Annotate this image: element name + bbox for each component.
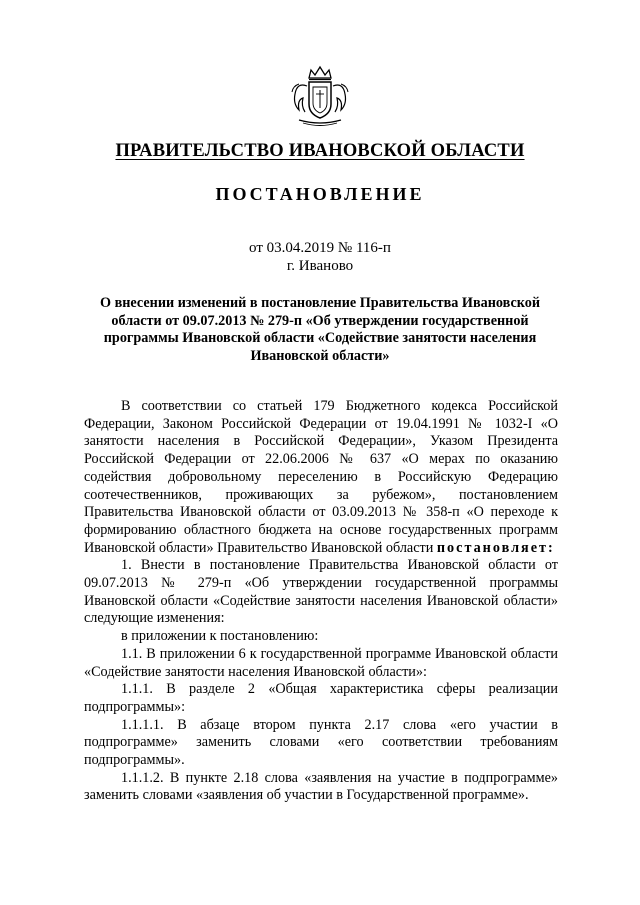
paragraph-5: 1.1.1.1. В абзаце втором пункта 2.17 слова «его участии в подпрограмме» заменить словами «его соответствии требованиям подпрограммы». [84, 716, 558, 769]
document-date-number: от 03.04.2019 № 116-п [249, 240, 391, 256]
document-body [84, 398, 558, 805]
document-type: ПОСТАНОВЛЕНИЕ [215, 184, 425, 204]
document-title: О внесении изменений в постановление Правительства Ивановской области от 09.07.2013 № 279-п «Об утверждении государственной программы Ивановской области «Содействие занятости населения Ивановской области» [100, 295, 540, 364]
paragraph-preamble [84, 398, 558, 557]
paragraph-4: 1.1.1. В разделе 2 «Общая характеристика сферы реализации подпрограммы»: [84, 681, 558, 715]
organization-name: ПРАВИТЕЛЬСТВО ИВАНОВСКОЙ ОБЛАСТИ [115, 141, 525, 161]
paragraph-6: 1.1.1.2. В пункте 2.18 слова «заявления на участие в подпрограмме» заменить словами «заявления об участии в Государственной программе». [84, 769, 558, 804]
document-city: г. Иваново [286, 258, 354, 274]
paragraph-3: 1.1. В приложении 6 к государственной программе Ивановской области «Содействие занятости населения Ивановской области»: [84, 645, 558, 680]
decree-word: постановляет: [436, 539, 555, 556]
coat-of-arms-icon [289, 64, 351, 128]
paragraph-2: в приложении к постановлению: [121, 628, 319, 645]
preamble-text: В соответствии со статьей 179 Бюджетного кодекса Российской Федерации, Законом Российской Федерации от 19.04.1991 № 1032-I «О занятости населения в Российской Федерации», Указом Президента Российской Федерации от 22.06.2006 № 637 «О мерах по оказанию содействия добровольному переселению в Российскую Федерацию соотечественников, проживающих за рубежом», постановлением Правительства Ивановской области от 03.09.2013 № 358-п «О переходе к формированию областного бюджета на основе государственных программ Ивановской области» Правительство Ивановской области [84, 398, 558, 556]
paragraph-1: 1. Внести в постановление Правительства Ивановской области от 09.07.2013 № 279-п «Об утверждении государственной программы Ивановской области «Содействие занятости населения Ивановской области» следующие изменения: [84, 557, 558, 627]
